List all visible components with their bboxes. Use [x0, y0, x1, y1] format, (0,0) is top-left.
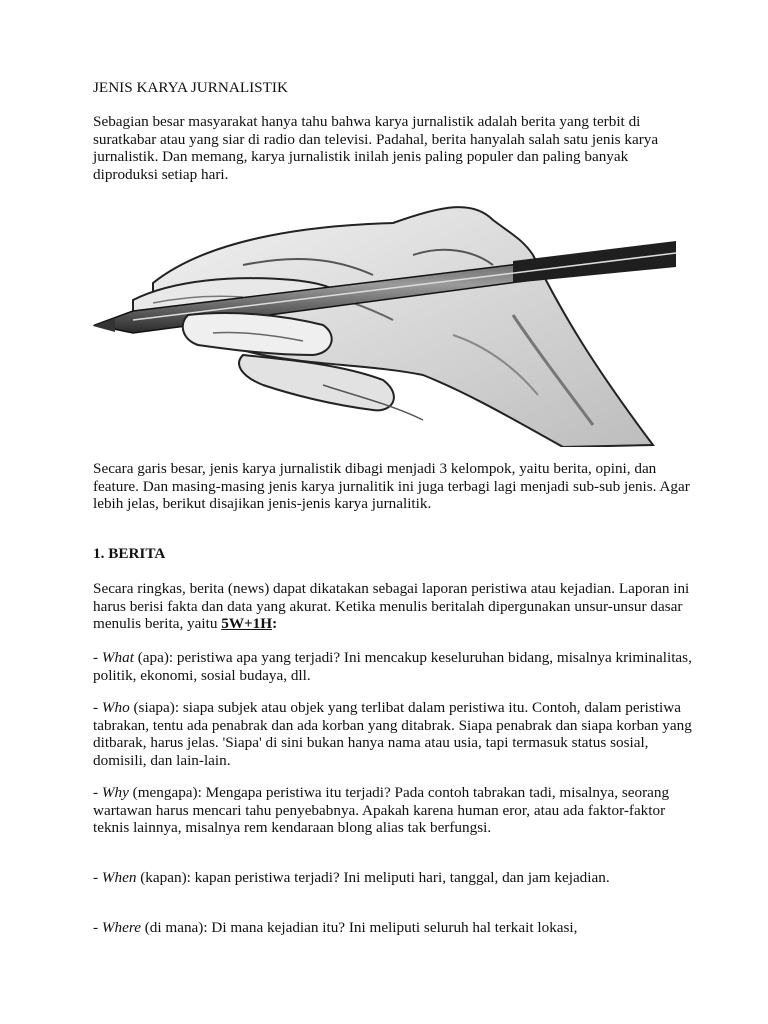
definition-who: (siapa): siapa subjek atau objek yang terlibat dalam peristiwa itu. Contoh, dalam peristiwa tabrakan, tentu ada penabrak dan ada korban yang ditabrak. Siapa penabrak dan siapa korban yang ditbarak, harus jelas. 'Siapa' di sini bukan hanya nama atau usia, tapi termasuk status sosial, domisili, dan lain-lain.	[93, 699, 692, 769]
term-when: When	[101, 869, 137, 886]
definition-why: (mengapa): Mengapa peristiwa itu terjadi? Pada contoh tabrakan tadi, misalnya, seorang wartawan harus mencari tahu penyebabnya. Apakah karena human eror, atau ada faktor-faktor teknis lainnya, misalnya rem kendaraan blong alias tak berfungsi.	[93, 784, 670, 837]
definition-when: (kapan): kapan peristiwa terjadi? Ini meliputi hari, tanggal, dan jam kejadian.	[136, 869, 610, 886]
term-what: What	[101, 649, 134, 666]
list-dash: -	[93, 699, 102, 716]
emphasis-colon: :	[272, 615, 278, 633]
list-dash: -	[93, 869, 102, 886]
list-item-what	[93, 649, 693, 684]
paragraph-jenis-karya: Secara garis besar, jenis karya jurnalistik dibagi menjadi 3 kelompok, yaitu berita, opini, dan feature. Dan masing-masing jenis karya jurnalitik ini juga terbagi lagi menjadi sub-sub jenis. Agar lebih jelas, berikut disajikan jenis-jenis karya jurnalitik.	[93, 460, 690, 513]
paragraph-berita	[93, 580, 693, 633]
definition-what: (apa): peristiwa apa yang terjadi? Ini mencakup keseluruhan bidang, misalnya kriminalitas, politik, ekonomi, sosial budaya, dll.	[93, 649, 692, 684]
hand-holding-pen-illustration	[93, 195, 676, 447]
term-why: Why	[101, 784, 129, 801]
list-dash: -	[93, 649, 102, 666]
intro-paragraph: Sebagian besar masyarakat hanya tahu bahwa karya jurnalistik adalah berita yang terbit di suratkabar atau yang siar di radio dan televisi. Padahal, berita hanyalah salah satu jenis karya jurnalistik. Dan memang, karya jurnalistik inilah jenis paling populer dan paling banyak diproduksi setiap hari.	[93, 113, 659, 183]
document-title: JENIS KARYA JURNALISTIK	[93, 79, 288, 96]
list-item-who	[93, 699, 693, 769]
list-dash: -	[93, 919, 102, 936]
list-dash: -	[93, 784, 102, 801]
paragraph-berita-text: Secara ringkas, berita (news) dapat dikatakan sebagai laporan peristiwa atau kejadian. Laporan ini harus berisi fakta dan data yang akurat. Ketika menulis beritalah dipergunakan unsur-unsur dasar menulis berita, yaitu	[93, 580, 690, 633]
term-who: Who	[101, 699, 130, 716]
term-where: Where	[101, 919, 141, 936]
list-item-when	[93, 869, 693, 887]
list-item-where	[93, 919, 693, 937]
list-item-why	[93, 784, 693, 837]
emphasis-5w1h: 5W+1H	[221, 615, 273, 633]
definition-where: (di mana): Di mana kejadian itu? Ini meliputi seluruh hal terkait lokasi,	[140, 919, 578, 936]
section-heading-berita: 1. BERITA	[93, 545, 166, 562]
